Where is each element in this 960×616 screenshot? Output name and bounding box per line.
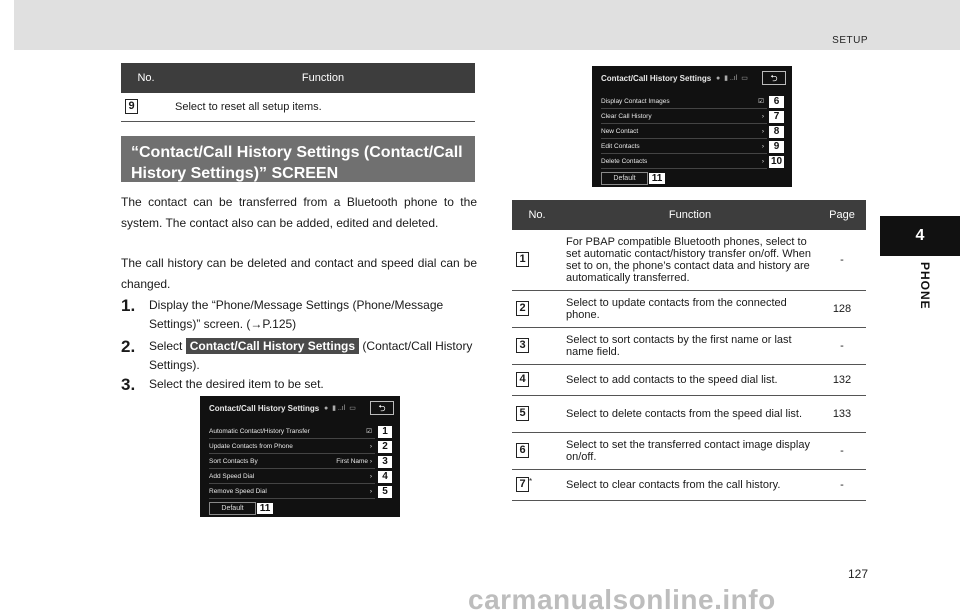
row-value: ›	[369, 488, 372, 495]
table-row	[512, 432, 866, 469]
row-label: Sort Contacts By	[209, 458, 258, 465]
header-band	[14, 0, 960, 50]
page-number: 127	[847, 567, 868, 581]
page-ref: -	[818, 432, 866, 469]
col-no-header: No.	[512, 200, 562, 230]
settings-screen-1	[200, 396, 400, 517]
item-number: 3	[516, 338, 529, 353]
row-value: ›	[761, 158, 764, 165]
col-page-header: Page	[818, 200, 866, 230]
setting-row[interactable]	[601, 124, 767, 139]
row-value: ›	[369, 443, 372, 450]
callout-9: 9	[768, 140, 785, 154]
setting-row[interactable]	[209, 454, 375, 469]
callout-6: 6	[768, 95, 785, 109]
function-text: For PBAP compatible Bluetooth phones, select to set automatic contact/history transfer on/off. When set to on, the phone’s contact data and history are automatically transferred.	[562, 230, 818, 290]
settings-screen-2	[592, 66, 792, 187]
back-button[interactable]: ⮌	[370, 401, 394, 415]
callout-4: 4	[377, 470, 393, 484]
item-number: 1	[516, 252, 529, 267]
row-value: ☑	[366, 428, 372, 435]
status-icons: ● ▮ ..ıl ▭	[716, 75, 748, 82]
row-value: ›	[761, 143, 764, 150]
setting-row[interactable]	[209, 439, 375, 454]
callout-7: 7	[768, 110, 785, 124]
row-label: Remove Speed Dial	[209, 488, 267, 495]
page-ref: -	[818, 230, 866, 290]
setting-row[interactable]	[209, 424, 375, 439]
callout-3: 3	[377, 455, 393, 469]
page-ref: 133	[818, 395, 866, 432]
row-value: ›	[369, 473, 372, 480]
setting-row[interactable]	[601, 139, 767, 154]
col-function-header: Function	[171, 63, 475, 93]
setting-row[interactable]	[601, 154, 767, 169]
callout-1: 1	[377, 425, 393, 439]
setting-row[interactable]	[601, 109, 767, 124]
function-text: Select to reset all setup items.	[171, 93, 475, 121]
section-heading: “Contact/Call History Settings (Contact/Call History Settings)” SCREEN	[121, 136, 475, 182]
callout-10: 10	[768, 155, 785, 169]
col-no-header: No.	[121, 63, 171, 93]
callout-5: 5	[377, 485, 393, 499]
callout-11: 11	[648, 172, 666, 185]
table-row	[121, 93, 475, 121]
item-number: 7	[516, 477, 529, 492]
table-row	[512, 395, 866, 432]
row-label: Clear Call History	[601, 113, 652, 120]
status-icons: ● ▮ ..ıl ▭	[324, 405, 356, 412]
setting-row[interactable]	[209, 484, 375, 499]
item-number: 2	[516, 301, 529, 316]
step-number: 3.	[121, 375, 136, 394]
row-value: ›	[761, 113, 764, 120]
top-function-table	[121, 63, 475, 122]
function-text: Select to clear contacts from the call history.	[562, 469, 818, 500]
step-text: Select	[149, 339, 183, 353]
step-2	[121, 337, 477, 375]
step-3	[121, 375, 477, 394]
step-text: Select the desired item to be set.	[149, 377, 324, 391]
row-label: Display Contact Images	[601, 98, 670, 105]
setting-row[interactable]	[209, 469, 375, 484]
contact-call-history-settings-button[interactable]: Contact/Call History Settings	[186, 338, 359, 354]
page-ref: -	[818, 327, 866, 364]
row-label: Automatic Contact/History Transfer	[209, 428, 310, 435]
footnote-marker: *	[529, 477, 533, 486]
page-ref: 132	[818, 364, 866, 395]
row-value: First Name ›	[336, 458, 372, 465]
item-number: 5	[516, 406, 529, 421]
step-1	[121, 296, 477, 334]
callout-8: 8	[768, 125, 785, 139]
row-value: ☑	[758, 98, 764, 105]
function-text: Select to delete contacts from the speed dial list.	[562, 395, 818, 432]
back-button[interactable]: ⮌	[762, 71, 786, 85]
table-row	[512, 469, 866, 500]
callout-2: 2	[377, 440, 393, 454]
item-number: 9	[125, 99, 138, 114]
screen-title: Contact/Call History Settings	[209, 404, 320, 413]
chapter-tab: 4	[880, 216, 960, 256]
function-text: Select to sort contacts by the first name or last name field.	[562, 327, 818, 364]
row-value: ›	[761, 128, 764, 135]
row-label: Add Speed Dial	[209, 473, 255, 480]
item-number: 6	[516, 443, 529, 458]
page-ref: 128	[818, 290, 866, 327]
callout-11: 11	[256, 502, 274, 515]
screen-title: Contact/Call History Settings	[601, 74, 712, 83]
col-function-header: Function	[562, 200, 818, 230]
watermark: carmanualsonline.info	[468, 584, 776, 615]
setting-row[interactable]	[601, 94, 767, 109]
step-text: Display the “Phone/Message Settings (Phone/Message Settings)” screen. (→P.125)	[149, 298, 444, 331]
table-row	[512, 290, 866, 327]
table-row	[512, 327, 866, 364]
step-text: (Contact/Call History Settings).	[149, 339, 473, 372]
step-number: 2.	[121, 337, 136, 356]
row-label: Edit Contacts	[601, 143, 640, 150]
table-row	[512, 230, 866, 290]
section-label: SETUP	[832, 35, 868, 46]
default-button[interactable]: Default	[209, 502, 256, 515]
function-text: Select to set the transferred contact image display on/off.	[562, 432, 818, 469]
step-number: 1.	[121, 296, 136, 315]
main-function-table	[512, 200, 866, 501]
row-label: Delete Contacts	[601, 158, 648, 165]
chapter-title: PHONE	[918, 262, 932, 310]
row-label: Update Contacts from Phone	[209, 443, 293, 450]
default-button[interactable]: Default	[601, 172, 648, 185]
function-text: Select to add contacts to the speed dial list.	[562, 364, 818, 395]
table-row	[512, 364, 866, 395]
paragraph: The contact can be transferred from a Bluetooth phone to the system. The contact also can be added, edited and deleted.	[121, 195, 477, 230]
paragraph: The call history can be deleted and contact and speed dial can be changed.	[121, 256, 477, 291]
item-number: 4	[516, 372, 529, 387]
page-ref: -	[818, 469, 866, 500]
row-label: New Contact	[601, 128, 639, 135]
function-text: Select to update contacts from the connected phone.	[562, 290, 818, 327]
